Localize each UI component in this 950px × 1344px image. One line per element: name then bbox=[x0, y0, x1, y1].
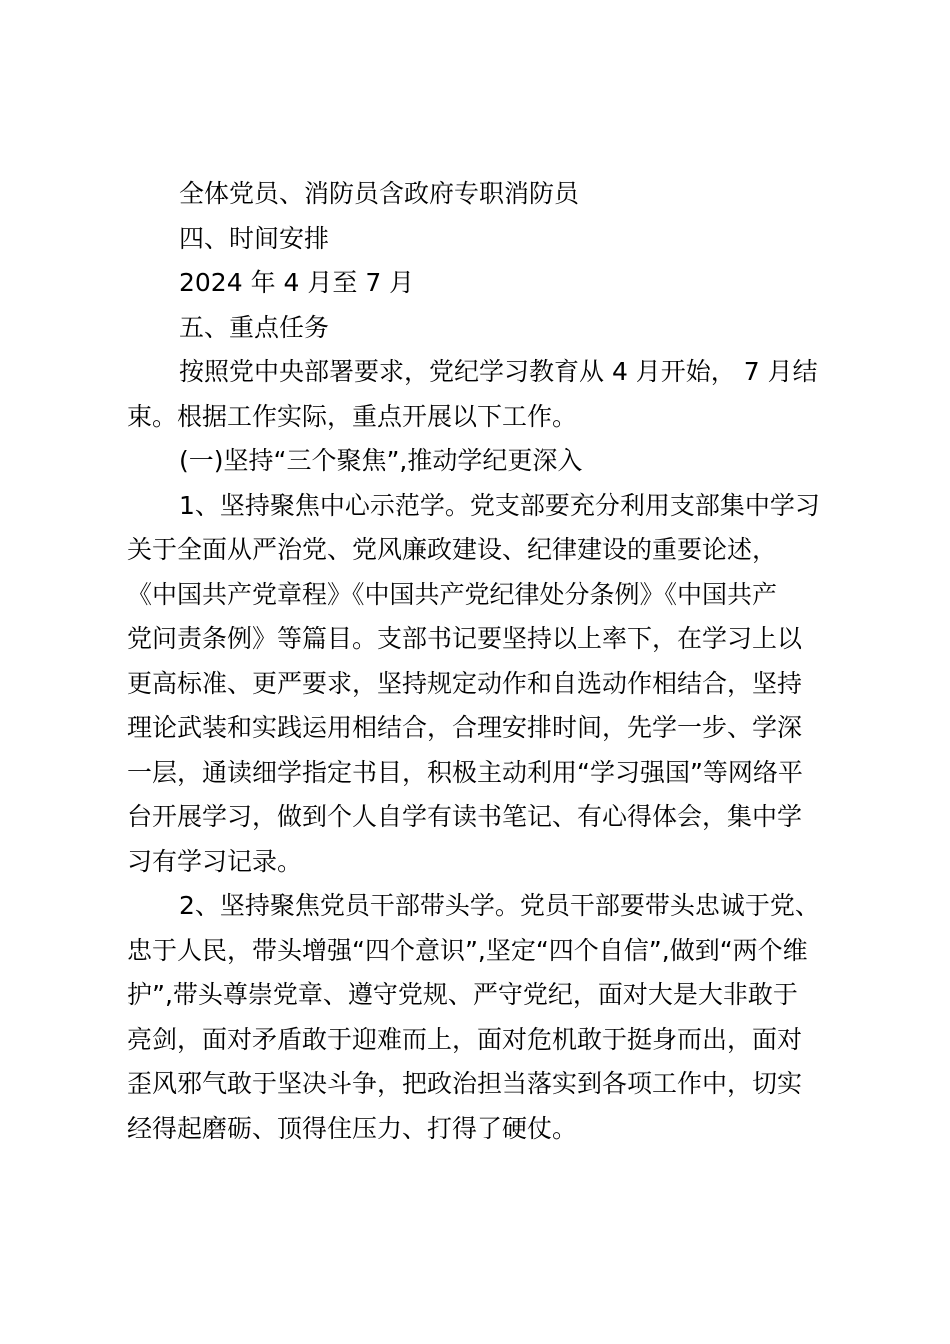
paragraph-line: 全体党员、消防员含政府专职消防员 bbox=[179, 179, 580, 208]
subsection-heading: (一)坚持“三个聚焦”,推动学纪更深入 bbox=[179, 446, 583, 475]
paragraph-line: 台开展学习，做到个人自学有读书笔记、有心得体会，集中学 bbox=[127, 802, 803, 831]
section-heading-tasks: 五、重点任务 bbox=[179, 312, 330, 342]
paragraph-line: 忠于人民，带头增强“四个意识”,坚定“四个自信”,做到“两个维 bbox=[127, 935, 808, 965]
paragraph-line: 2、坚持聚焦党员干部带头学。党员干部要带头忠诚于党、 bbox=[179, 891, 820, 920]
paragraph-line: 2024 年 4 月至 7 月 bbox=[179, 268, 415, 297]
section-heading-time: 四、时间安排 bbox=[179, 223, 330, 253]
paragraph-line: 歪风邪气敢于坚决斗争，把政治担当落实到各项工作中，切实 bbox=[127, 1069, 803, 1098]
paragraph-line: 护”,带头尊崇党章、遵守党规、严守党纪，面对大是大非敢于 bbox=[127, 980, 798, 1009]
paragraph-line: 党问责条例》等篇目。支部书记要坚持以上率下，在学习上以 bbox=[127, 624, 803, 653]
paragraph-line: 按照党中央部署要求，党纪学习教育从 4 月开始， 7 月结 bbox=[179, 357, 818, 386]
paragraph-line: 束。根据工作实际，重点开展以下工作。 bbox=[127, 401, 578, 431]
paragraph-line: 关于全面从严治党、党风廉政建设、纪律建设的重要论述， bbox=[127, 535, 778, 564]
document-body bbox=[127, 172, 832, 1151]
paragraph-line: 《中国共产党章程》《中国共产党纪律处分条例》《中国共产 bbox=[127, 579, 778, 609]
paragraph-line: 亮剑，面对矛盾敢于迎难而上，面对危机敢于挺身而出，面对 bbox=[127, 1024, 803, 1054]
paragraph-line: 1、坚持聚焦中心示范学。党支部要充分利用支部集中学习 bbox=[179, 490, 820, 520]
paragraph-line: 经得起磨砺、顶得住压力、打得了硬仗。 bbox=[127, 1113, 578, 1143]
paragraph-line: 一层，通读细学指定书目，积极主动利用“学习强国”等网络平 bbox=[127, 757, 803, 787]
paragraph-line: 更高标准、更严要求，坚持规定动作和自选动作相结合，坚持 bbox=[127, 668, 803, 698]
paragraph-line: 理论武装和实践运用相结合，合理安排时间，先学一步、学深 bbox=[127, 713, 803, 742]
paragraph-line: 习有学习记录。 bbox=[127, 846, 303, 876]
